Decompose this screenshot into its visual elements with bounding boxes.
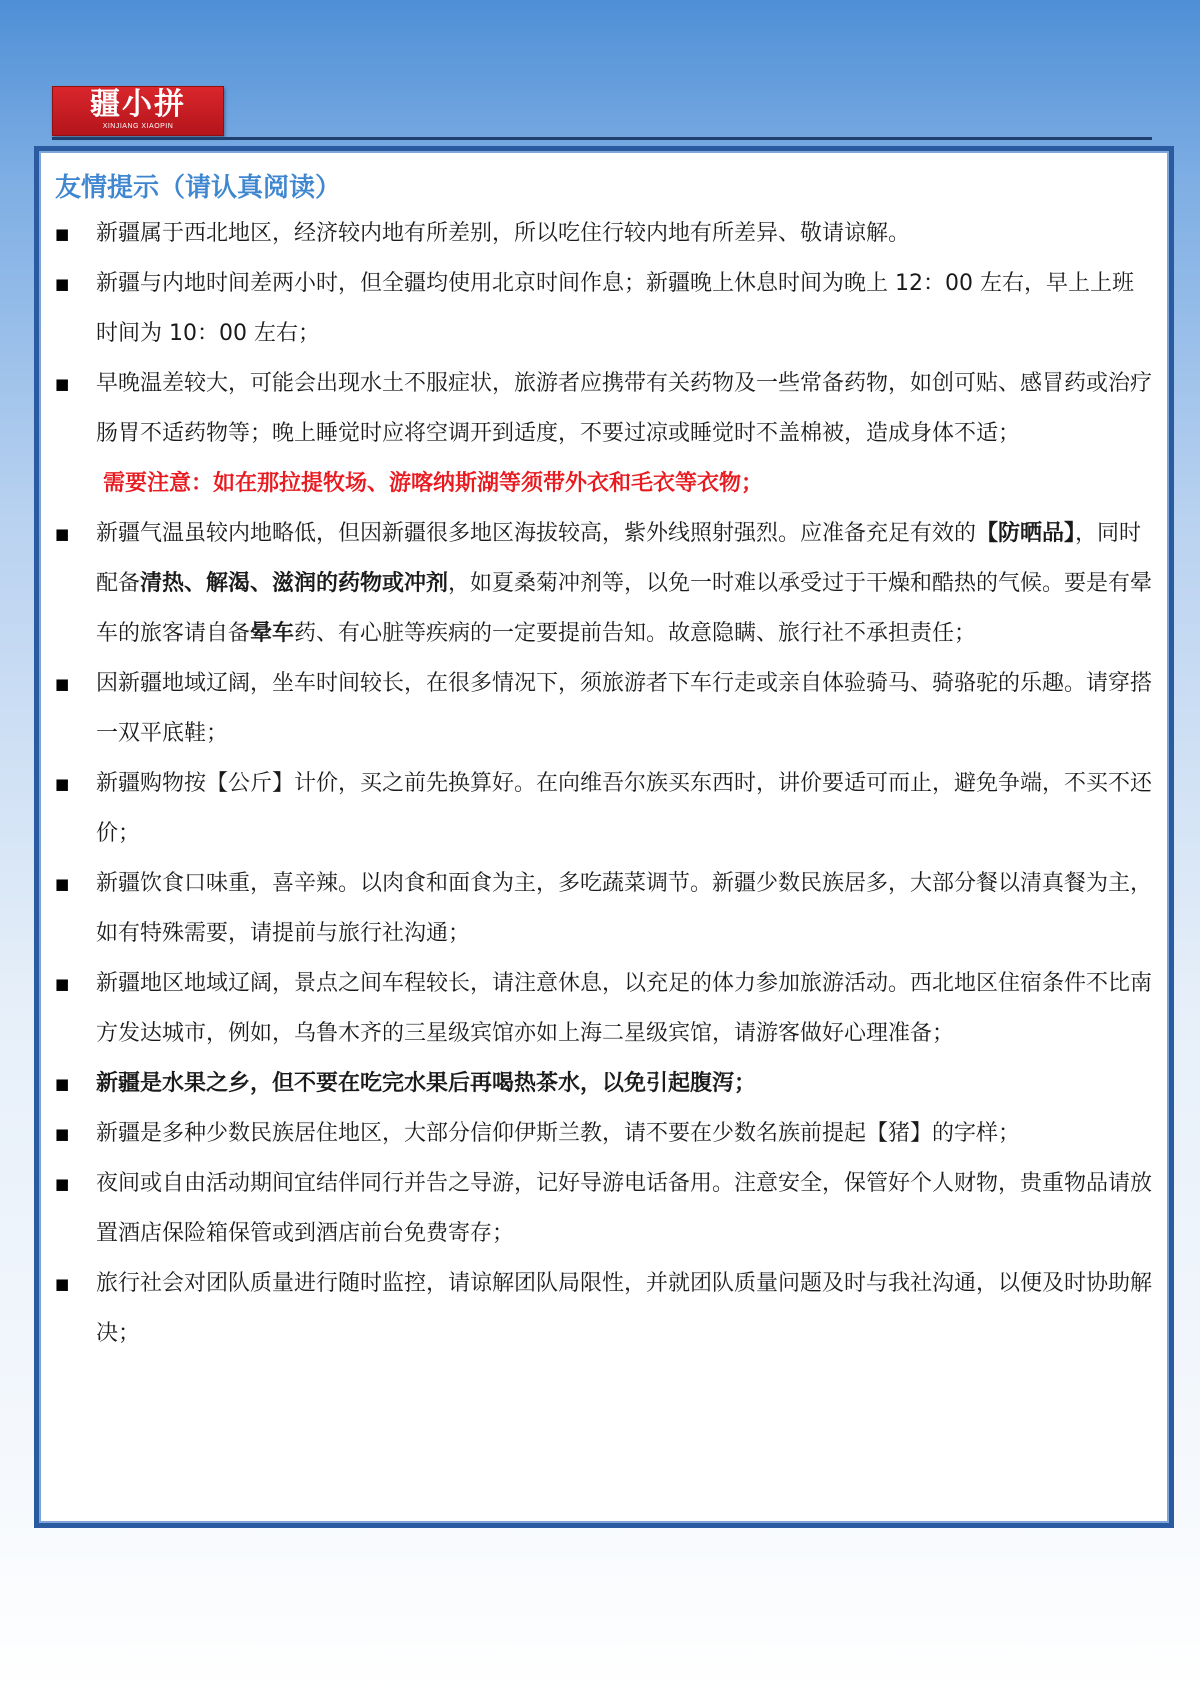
header-divider xyxy=(52,137,1152,140)
tip-text: 新疆饮食口味重，喜辛辣。以肉食和面食为主，多吃蔬菜调节。新疆少数民族居多，大部分餐以清真餐为主，如有特殊需要，请提前与旅行社沟通； xyxy=(96,871,1153,946)
tip-item xyxy=(55,259,1153,359)
tip-item xyxy=(55,659,1153,759)
warning-note: 需要注意：如在那拉提牧场、游喀纳斯湖等须带外衣和毛衣等衣物； xyxy=(103,471,764,496)
tip-item xyxy=(55,859,1153,959)
square-bullet-icon: ■ xyxy=(55,875,70,893)
tip-text: 新疆购物按【公斤】计价，买之前先换算好。在向维吾尔族买东西时，讲价要适可而止，避免争端，不买不还价； xyxy=(96,771,1153,846)
tip-item xyxy=(55,359,1153,459)
square-bullet-icon: ■ xyxy=(55,1125,70,1143)
logo-subtext: XINJIANG XIAOPIN xyxy=(102,123,174,130)
square-bullet-icon: ■ xyxy=(55,975,70,993)
square-bullet-icon: ■ xyxy=(55,675,70,693)
brand-logo xyxy=(52,86,224,136)
square-bullet-icon: ■ xyxy=(55,1175,70,1193)
square-bullet-icon: ■ xyxy=(55,525,70,543)
square-bullet-icon: ■ xyxy=(55,1275,70,1293)
tip-item xyxy=(55,959,1153,1059)
square-bullet-icon: ■ xyxy=(55,1075,70,1093)
square-bullet-icon: ■ xyxy=(55,375,70,393)
tips-frame xyxy=(34,146,1174,1528)
tip-text: 新疆地区地域辽阔，景点之间车程较长，请注意休息，以充足的体力参加旅游活动。西北地区住宿条件不比南方发达城市，例如，乌鲁木齐的三星级宾馆亦如上海二星级宾馆，请游客做好心理准备； xyxy=(96,971,1153,1046)
logo-text: 疆小拼 xyxy=(90,87,186,122)
tip-text: ，同时配备 xyxy=(96,521,1142,596)
tip-text: 新疆气温虽较内地略低，但因新疆很多地区海拔较高，紫外线照射强烈。应准备充足有效的 xyxy=(96,521,977,546)
tip-item xyxy=(55,209,1153,259)
tip-text: 因新疆地域辽阔，坐车时间较长，在很多情况下，须旅游者下车行走或亲自体验骑马、骑骆驼的乐趣。请穿搭一双平底鞋； xyxy=(96,671,1153,746)
tip-text: 夜间或自由活动期间宜结伴同行并告之导游，记好导游电话备用。注意安全，保管好个人财物，贵重物品请放置酒店保险箱保管或到酒店前台免费寄存； xyxy=(96,1171,1153,1246)
tip-text: 早晚温差较大，可能会出现水土不服症状，旅游者应携带有关药物及一些常备药物，如创可贴、感冒药或治疗肠胃不适药物等；晚上睡觉时应将空调开到适度，不要过凉或睡觉时不盖棉被，造成身体不适； xyxy=(96,371,1153,446)
tip-emphasis: 【防晒品】 xyxy=(976,521,1076,546)
square-bullet-icon: ■ xyxy=(55,275,70,293)
tip-item-emphasized xyxy=(55,1059,1153,1109)
tip-item xyxy=(55,1259,1153,1359)
tip-text: 旅行社会对团队质量进行随时监控，请谅解团队局限性，并就团队质量问题及时与我社沟通，以便及时协助解决； xyxy=(96,1271,1153,1346)
tip-item xyxy=(55,509,1153,659)
page-title: 友情提示（请认真阅读） xyxy=(55,173,342,203)
tip-item xyxy=(55,1109,1153,1159)
tip-text: 新疆属于西北地区，经济较内地有所差别，所以吃住行较内地有所差异、敬请谅解。 xyxy=(96,221,911,246)
square-bullet-icon: ■ xyxy=(55,225,70,243)
square-bullet-icon: ■ xyxy=(55,775,70,793)
tips-list xyxy=(55,209,1153,1359)
tip-emphasis: 清热、解渴、滋润的药物或冲剂 xyxy=(140,571,449,596)
tip-emphasis: 晕车 xyxy=(250,621,295,646)
tip-item xyxy=(55,759,1153,859)
tip-text: 药、有心脏等疾病的一定要提前告知。故意隐瞒、旅行社不承担责任； xyxy=(294,621,977,646)
tip-text: ，如夏桑菊冲剂等，以免一时难以承受过于干燥和酷热的气候。要是有晕车的旅客请自备 xyxy=(96,571,1153,646)
tip-text: 新疆是水果之乡，但不要在吃完水果后再喝热茶水，以免引起腹泻； xyxy=(96,1071,757,1096)
tip-text: 新疆是多种少数民族居住地区，大部分信仰伊斯兰教，请不要在少数名族前提起【猪】的字样； xyxy=(96,1121,1021,1146)
tip-item xyxy=(55,1159,1153,1259)
tip-text: 新疆与内地时间差两小时，但全疆均使用北京时间作息；新疆晚上休息时间为晚上 12：00 左右，早上上班时间为 10：00 左右； xyxy=(96,271,1134,346)
tips-panel xyxy=(39,151,1169,1523)
